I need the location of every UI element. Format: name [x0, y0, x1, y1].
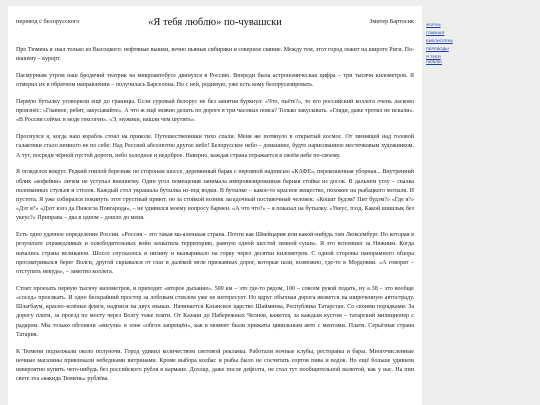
- paragraph: Я огляделся вокруг. Редкий гнилой березняк по сторонам шоссе, деревянный барак с неровной надписью «КАФЕ», перекошенная уборная... Внутренний облик «кофейни» личем не уступал внешнему. Один угол помещения занимала импровизированная барная стойка из досок. В дальнем углу – свалка поломанных стульев и столов. Каждый стол украшала бутылка из-под водки. В бутылке – какое-то красное вещество, похожее на рыбацкого мотыля. И пустота. Я уже собирался покинуть этот грустный приют, но за стойкой возник загадочный поставочный человек: «Кошат будэм? Пит будэм?» «Где я?» «Дэт я?» «Дэзт кэзэ да Нижэгза Новгарода», – не удивился моему вопросу бармен. «А что что?» – я показал на бутылку. «Укеус, пэзд. Какой шишлык без укеус?» Приправа – два в одном – дошло до меня.: [16, 169, 414, 222]
- paragraph: Пасмурным утром наш бродячий театрик на микроавтобусе двинулся в Россию. Впереди была астрономическая цифра – три тысячи километров. Я отмерил их в обратном направлении – получилась Барселона. Но с ней, родимую, уже есть кому белорусизировать.: [16, 73, 414, 89]
- paragraph: Есть одно удачное определение России. «Россия – это такая ма-аленькая страна. Почти как Швейцария или какой-нибудь там Люксембург. Но которая в результате справедливых и освободительных войн захватила территорию, равную одной шестой земной суши». Я это вспомнил за Нижним. Когда начались страна великанов. Шоссе спускалось в низину и выныривало на горку через десятки километров. С одной стороны панорамного обзора просматривался берег Волги, другой скрывался от глаз в далёкой мгле призывных дорог, которые шли, возможно, где-то в Мордовии. «А говорят – отступать некуда», – заметил коллега.: [16, 232, 414, 276]
- paragraph: Проснулся я, когда наш корабль стоял на приколе. Путешественники тихо спали. Меня же потянуло в открытый космос. От звенящей над головой галактики стало немного не по себе: Над Россией абсолютно другое небо! Белорусское небо – домашнее, будто нарисованное местечковым художником. А тут, посреди чёрной пустой дороги, небо холодное и недоброе. Наверно, каждая страна отражается в своём небе по-своему.: [16, 134, 414, 159]
- paragraph: Первую бутылку уговорили ещё до границы. Если суровый белорус не без занятия буркнул: «Что, пьёте?», то его российский коллега очень ласково произнёс: «Главное, ребят, закусывайте». А что ж ещё можно делать по дороге в три часовых пояса? Только закусывать. «Гляди, даже тротил не искали». «В России сейчас в моде гексоген». «Э, мужики, нашли чем шутить».: [16, 99, 414, 124]
- author-name: Змитер Бартосик: [369, 18, 414, 25]
- article-page: [8, 6, 422, 405]
- paragraph: Про Тюмень я знал только из Высоцкого: нефтяные вышки, вечно пьяные сибиряки и северное сияние. Между тем, этот город лежит на широте Риги. По-нашему – курорт.: [16, 47, 414, 63]
- paragraph: Стоит проехать первую тысячу километров, и приходит «второе дыхание». 500 км – это где-то рядом, 100 – совсем рукой подать, ну а 38 – это вообще «сосед» проезжать. И одно бескрайний простор за лобовым стеклом уже не интересует. Но вдруг обычная дорога является на широченную автостраду. Шлагбаум, красно-зелёные флаги, надписи на двух языках. Начинается Казанское царство Шаймиева, Республика Татарстан. Со своими порядками. За дорогу плати, за проезд по мосту через Волгу тоже плати. От Казани до Набережных Челнов, кажется, за каждым кустом – татарский милиционер с радаром. Мы только обгоняли «вигули» в зоне «обгон запрещён», как в момент были прижаты цивильным авто с ментами. Плати. Серьёзная страна Татария.: [16, 285, 414, 338]
- article-body: [8, 40, 422, 384]
- paragraph: К Тюмени подъезжали около полуночи. Город удивил количеством световой рекламы. Работали ночные клубы, рестораны и бары. Многочисленные ночные магазины привлекали небедными витринами. Кроме выбора колбас и рыбы было не сосчитать сортов пива и водок. Но ещё больше удивили невероятно купить чего-нибудь без российского рубля в кармане. Доллар, даже после дефолта, не стал тут пообщительной валютой, как у нас. На пни свете эта «вакида Тюмень» рублёва.: [16, 348, 414, 383]
- sidebar-link-library[interactable]: БИБЛИОТЕКА: [426, 38, 453, 43]
- sidebar-link-article[interactable]: Я ТЕБЯ ЛЮБЛЮ: [426, 54, 442, 64]
- translation-note: перевод с белорусского: [16, 18, 80, 25]
- sidebar-link-forum[interactable]: ФОРУМ: [426, 22, 441, 27]
- sidebar-nav: [426, 22, 453, 67]
- sidebar-link-home[interactable]: ГЛАВНАЯ: [426, 30, 445, 35]
- article-title: «Я тебя люблю» по-чувашски: [148, 17, 282, 28]
- article-header: [8, 6, 422, 40]
- sidebar-link-translations[interactable]: ПЕРЕВОДЫ: [426, 46, 449, 51]
